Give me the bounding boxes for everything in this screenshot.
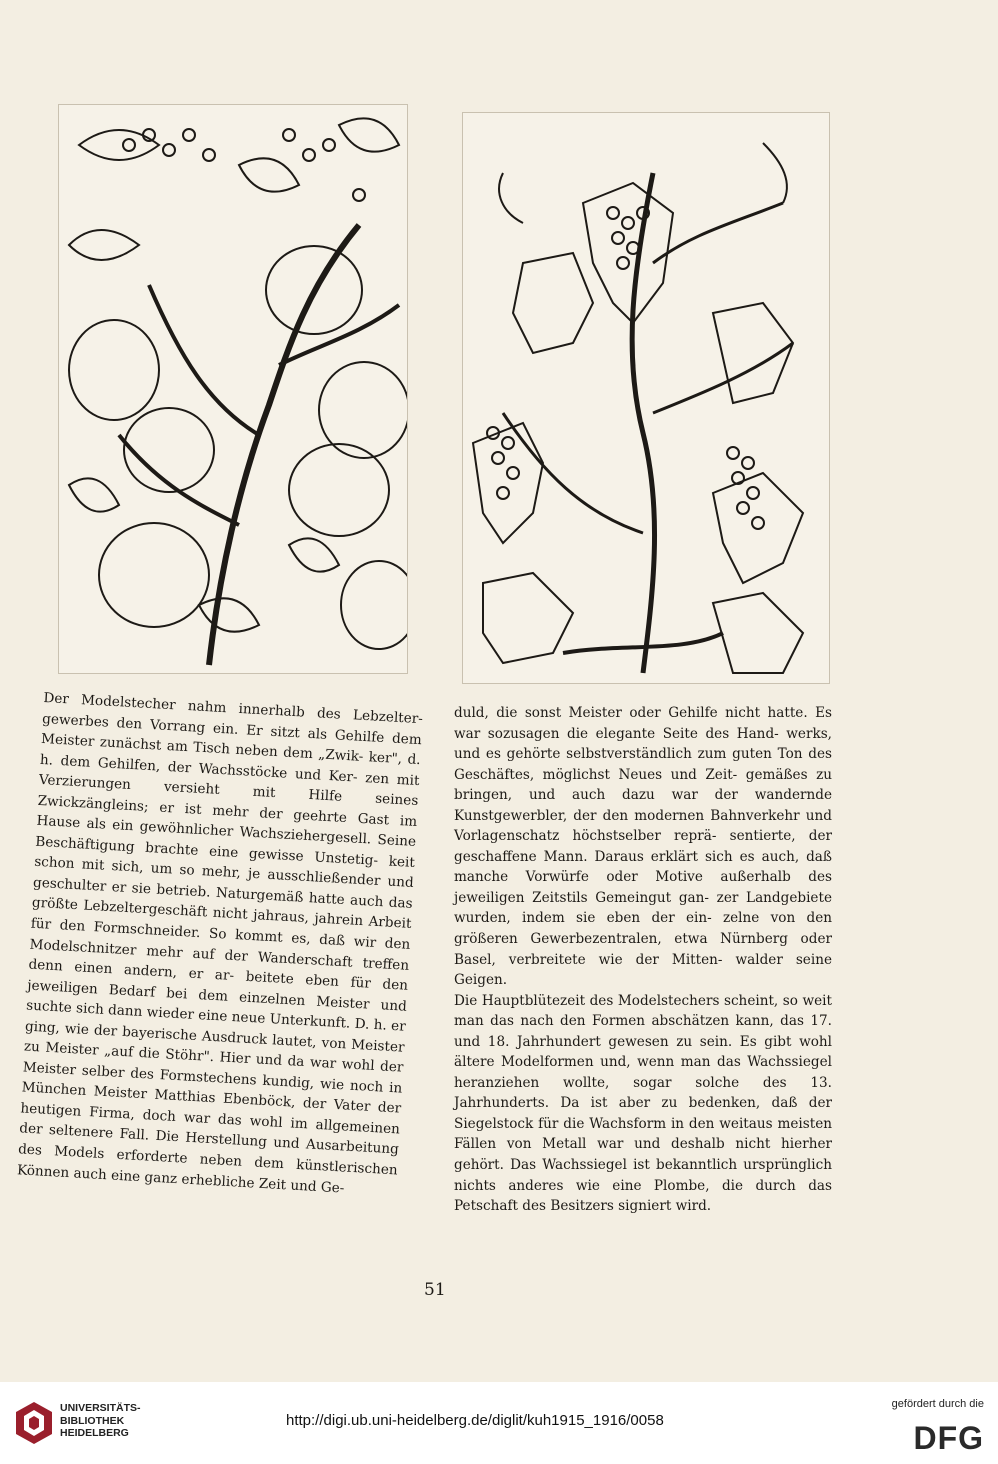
paragraph: duld, die sonst Meister oder Gehilfe nicht hatte. Es war sozusagen die elegante Seite des Hand- werks, und es gehörte selbstverständlich zum guten Ton des Geschäftes, möglichst Neues und Zeit- gemäßes zu bringen, und auch dazu war der wandernde Kunstgewerbler, der den modernen Bahnverkehr und Vorlagenschatz höchstselber reprä- sentierte, der geschaffene Mann. Daraus erklärt sich es auch, daß manche Vorwürfe oder Motive außerhalb des jeweiligen Zeitstils Gemeingut gan- zer Landgebiete wurden, indem sie eben der ein- zelne von den größeren Gewerbezentralen, etwa Nürnberg oder Basel, verbreitete wie der Mitten- walder seine Geigen. bbox=[454, 705, 832, 989]
library-name bbox=[60, 1402, 141, 1440]
dfg-logo[interactable]: DFG bbox=[913, 1420, 984, 1456]
grapevine-image bbox=[463, 113, 829, 683]
funded-by-label: gefördert durch die bbox=[891, 1398, 984, 1410]
grapevine-woodcut bbox=[462, 112, 830, 684]
library-name-line: UNIVERSITÄTS- bbox=[60, 1402, 141, 1414]
paragraph: Der Modelstecher nahm innerhalb des Lebzelter- gewerbes den Vorrang ein. Er sitzt als Gehilfe dem Meister zunächst am Tisch neben dem „Zwik- ker", d. h. dem Gehilfen, der Wachsstöcke und Ker- zen mit Verzierungen versieht mit Hilfe seines Zwickzängleins; er ist mehr der geehrte Gast im Hause als ein gewöhnlicher Wachsziehergesell. Seine Beschäftigung brachte eine gewisse Unstetig- keit schon mit sich, um so mehr, je ausschließender und geschulter er sie betrieb. Naturgemäß hatte auch das größte Lebzeltergeschäft nicht jahraus, jahrein Arbeit für den Formschneider. So kommt es, daß wir den Modelschnitzer mehr auf der Wanderschaft treffen denn einen andern, er ar- beitete eben für den jeweiligen Bedarf bei dem einzelnen Meister und suchte sich dann wieder eine neue Unterkunft. D. h. er ging, wie der bayerische Ausdruck lautet, von Meister zu Meister „auf die Stöhr". Hier und da war wohl der Meister selber des Formstechens kundig, wie noch in München Meister Matthias Ebenböck, der Vater der heutigen Firma, doch war das wohl im allgemeinen der seltenere Fall. Die Herstellung und Ausarbeitung des Models erforderte neben dem künstlerischen Können auch eine ganz erhebliche Zeit und Ge- bbox=[16, 689, 424, 1197]
library-name-line: BIBLIOTHEK bbox=[60, 1414, 125, 1427]
document-url-link[interactable]: http://digi.ub.uni-heidelberg.de/diglit/kuh1915_1916/0058 bbox=[286, 1412, 664, 1429]
page-number: 51 bbox=[424, 1280, 446, 1300]
apple-branch-woodcut bbox=[58, 104, 408, 674]
viewer-footer bbox=[0, 1382, 998, 1464]
left-text-column bbox=[16, 688, 423, 1202]
library-name-line: HEIDELBERG bbox=[60, 1427, 129, 1439]
apple-branch-image bbox=[59, 105, 407, 673]
paragraph: Die Hauptblütezeit des Modelstechers scheint, so weit man das nach den Formen abschätzen kann, das 17. und 18. Jahrhundert gewesen zu sein. Es gibt wohl ältere Modelformen und, wenn man das Wachssiegel heranziehen wollte, sogar solche des 13. Jahrhunderts. Da ist aber zu bedenken, daß der Siegelstock für die Wachsform in den weitaus meisten Fällen von Metall war und deshalb nicht hierher gehört. Das Wachssiegel ist bekanntlich ursprünglich nichts anderes wie eine Plombe, die durch das Petschaft des Besitzers signiert wird. bbox=[454, 992, 832, 1215]
right-text-column bbox=[454, 703, 832, 1217]
university-library-logo-icon[interactable] bbox=[14, 1400, 54, 1446]
